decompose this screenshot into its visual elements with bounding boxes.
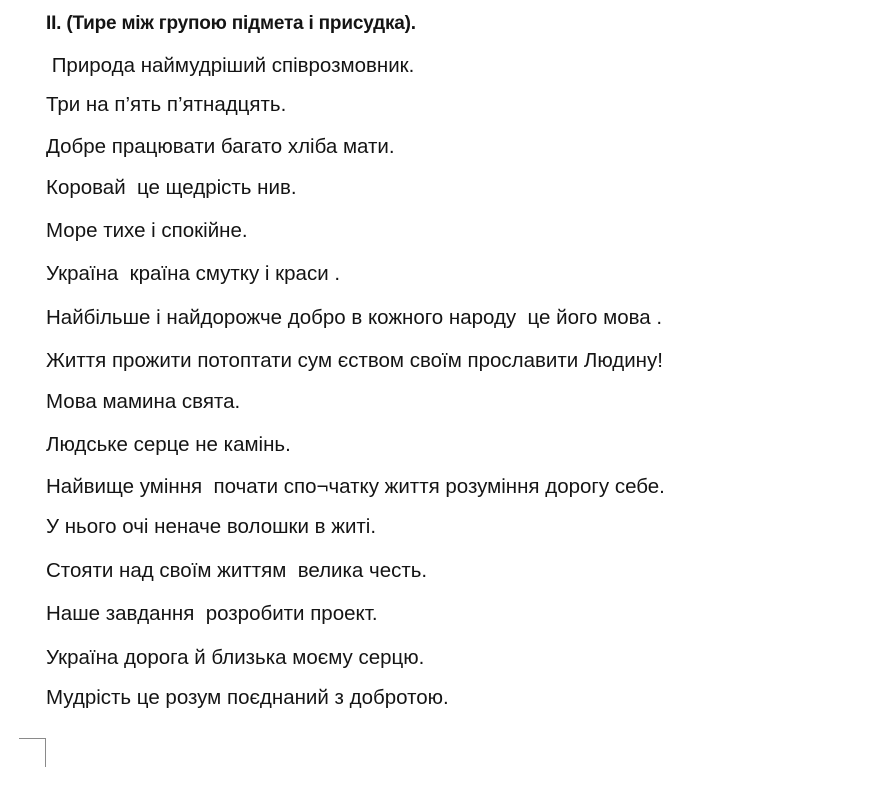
sentence-line: Мова мамина свята. <box>46 390 241 413</box>
sentence-line: Україна дорога й близька моєму серцю. <box>46 646 425 669</box>
section-heading: II. (Тире між групою підмета і присудка). <box>46 13 416 34</box>
sentence-line: Людське серце не камінь. <box>46 433 291 456</box>
sentence-line: Найбільше і найдорожче добро в кожного народу це його мова . <box>46 306 663 329</box>
paragraph-corner-mark <box>19 738 46 767</box>
sentence-line: Море тихе і спокійне. <box>46 219 248 242</box>
sentence-line: Коровай це щедрість нив. <box>46 176 297 199</box>
sentence-line: У нього очі неначе волошки в житі. <box>46 515 377 538</box>
sentence-line: Україна країна смутку і краси . <box>46 262 341 285</box>
sentence-line: Три на п’ять п’ятнадцять. <box>46 93 287 116</box>
sentence-line: Мудрість це розум поєднаний з добротою. <box>46 686 449 709</box>
sentence-line: Добре працювати багато хліба мати. <box>46 135 395 158</box>
sentence-line: Найвище уміння почати спо¬чатку життя розуміння дорогу себе. <box>46 475 665 498</box>
sentence-line: Життя прожити потоптати сум єством своїм прославити Людину! <box>46 349 663 372</box>
sentence-line: Наше завдання розробити проект. <box>46 602 378 625</box>
sentence-line: Природа наймудріший співрозмовник. <box>46 54 415 77</box>
sentence-line: Стояти над своїм життям велика честь. <box>46 559 428 582</box>
